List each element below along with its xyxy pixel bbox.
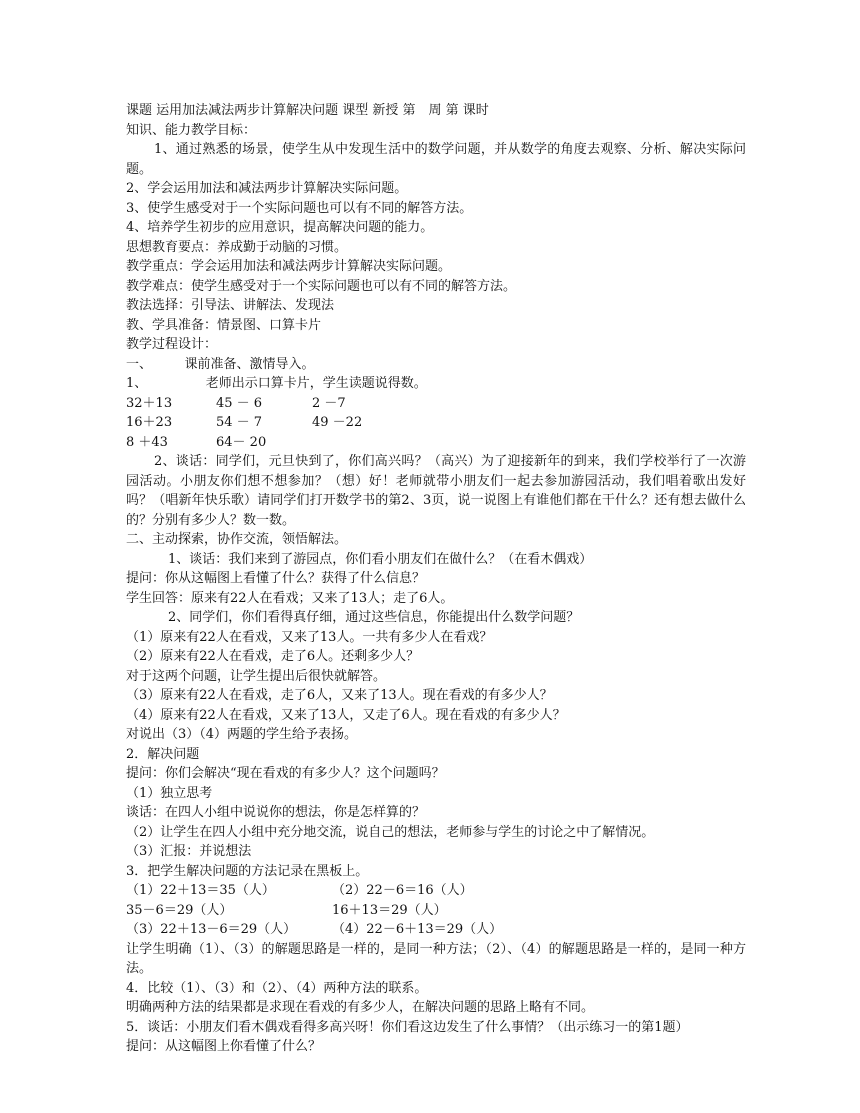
problem-2: （2）原来有22人在看戏，走了6人。还剩多少人？ [126,649,420,664]
note-1: 对于这两个问题，让学生提出后很快就解答。 [126,668,387,684]
question-3: 提问：从这幅图上你看懂了什么？ [126,1039,322,1054]
oral-card-item: 8 ＋43 [126,434,168,450]
objectives-heading: 知识、能力教学目标： [126,122,257,138]
oral-card-row [126,413,746,433]
step-1: 1、 老师出示口算卡片，学生读题说得数。 [126,376,427,391]
oral-card-row [126,394,746,414]
method-item: 35－6＝29（人） [126,902,233,918]
solve-heading: 2．解决问题 [126,746,200,762]
oral-card-item: 16＋23 [126,415,173,430]
report-step: （3）汇报：并说想法 [126,844,252,859]
compare-heading: 4．比较（1）、（3）和（2）、（4）两种方法的联系。 [126,980,428,996]
methods-choice: 教法选择：引导法、讲解法、发现法 [126,298,335,313]
method-item: （4）22－6＋13＝29（人） [332,922,503,937]
method-row [126,901,746,921]
praise-note: 对说出（3）（4）两题的学生给予表扬。 [126,727,358,742]
talk-5: 5．谈话：小朋友们看木偶戏看得多高兴呀！你们看这边发生了什么事情？（出示练习一的第1题） [126,1019,689,1035]
discuss-step: （2）让学生在四人小组中充分地交流，说自己的想法，老师参与学生的讨论之中了解情况。 [126,824,655,840]
oral-card-item: 49 －22 [312,415,363,430]
objective-1: 1、通过熟悉的场景，使学生从中发现生活中的数学问题，并从数学的角度去观察、分析、解决实际问题。 [126,142,746,177]
methods-table [126,881,746,940]
student-answer: 学生回答：原来有22人在看戏；又来了13人；走了6人。 [126,590,454,606]
group-talk: 谈话：在四人小组中说说你的想法，你是怎样算的？ [126,805,426,820]
talk-2: 2、同学们，你们看得真仔细，通过这些信息，你能提出什么数学问题？ [168,610,580,625]
key-point: 教学重点：学会运用加法和减法两步计算解决实际问题。 [126,259,452,274]
moral-point: 思想教育要点：养成勤于动脑的习惯。 [126,239,348,255]
oral-card-item: 32＋13 [126,395,173,411]
question-1: 提问：你从这幅图上看懂了什么？获得了什么信息？ [126,571,426,586]
compare-conclusion: 明确两种方法的结果都是求现在看戏的有多少人，在解决问题的思路上略有不同。 [126,1000,595,1015]
difficult-point: 教学难点：使学生感受对于一个实际问题也可以有不同的解答方法。 [126,278,517,294]
objective-4: 4、培养学生初步的应用意识，提高解决问题的能力。 [126,220,434,235]
method-explanation: 让学生明确（1）、（3）的解题思路是一样的，是同一种方法；（2）、（4）的解题思路是一样的，是同一种方法。 [126,941,746,976]
section-two: 二、主动探索，协作交流，领悟解法。 [126,532,348,547]
materials: 教、学具准备：情景图、口算卡片 [126,317,322,333]
question-2: 提问：你们会解决“现在看戏的有多少人？这个问题吗？ [126,766,445,781]
talk-paragraph: 2、谈话：同学们，元旦快到了，你们高兴吗？（高兴）为了迎接新年的到来，我们学校举行了一次游园活动。小朋友你们想不想参加？（想）好！老师就带小朋友们一起去参加游园活动，我们唱着歌出发好吗？（唱新年快乐歌）请同学们打开数学书的第2、3页，说一说图上有谁他们都在干什么？还有想去做什么的？分别有多少人？数一数。 [126,454,746,528]
method-row [126,881,746,901]
objective-3: 3、使学生感受对于一个实际问题也可以有不同的解答方法。 [126,200,473,216]
talk-1: 1、谈话：我们来到了游园点，你们看小朋友们在做什么？（在看木偶戏） [168,551,593,567]
problem-3: （3）原来有22人在看戏，走了6人，又来了13人。现在看戏的有多少人？ [126,688,553,703]
oral-card-table [126,394,746,453]
lesson-header: 课题 运用加法减法两步计算解决问题 课型 新授 第 周 第 课时 [126,103,489,118]
process-heading: 教学过程设计： [126,337,218,352]
oral-card-item: 2 －7 [312,395,346,411]
record-heading: 3．把学生解决问题的方法记录在黑板上。 [126,863,369,879]
oral-card-item: 64－ 20 [216,434,267,450]
method-row [126,920,746,940]
oral-card-item: 54 － 7 [216,415,263,430]
method-item: 16＋13＝29（人） [332,902,447,918]
think-step: （1）独立思考 [126,785,213,801]
oral-card-item: 45 － 6 [216,395,263,411]
section-one: 一、 课前准备、激情导入。 [126,356,315,372]
lesson-plan-page [126,101,746,1057]
problem-1: （1）原来有22人在看戏，又来了13人。一共有多少人在看戏？ [126,629,493,645]
method-item: （2）22－6＝16（人） [332,883,473,898]
method-item: （1）22＋13＝35（人） [126,883,275,898]
objective-2: 2、学会运用加法和减法两步计算解决实际问题。 [126,181,408,196]
oral-card-row [126,433,746,453]
problem-4: （4）原来有22人在看戏，又来了13人，又走了6人。现在看戏的有多少人？ [126,707,566,723]
method-item: （3）22＋13－6＝29（人） [126,922,297,937]
